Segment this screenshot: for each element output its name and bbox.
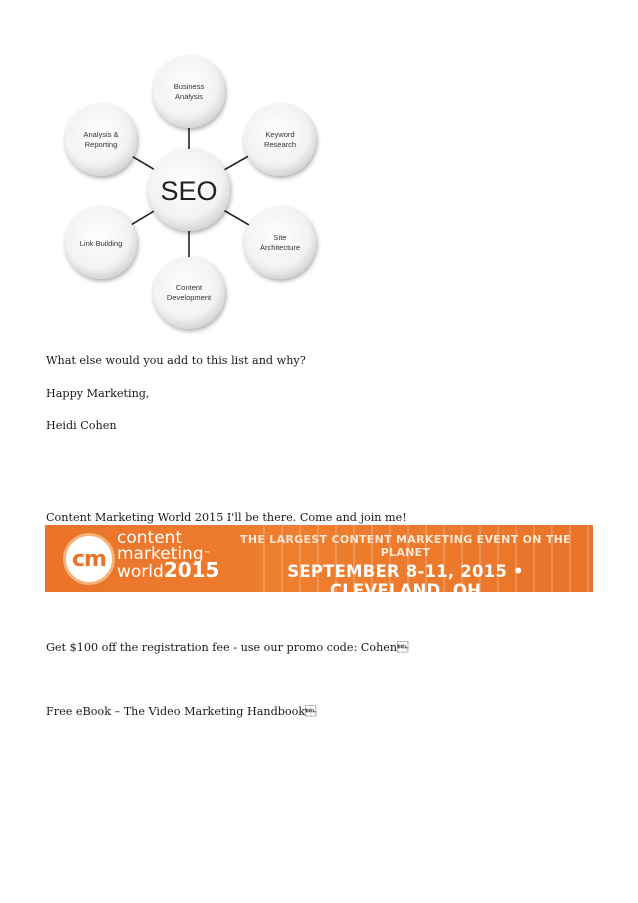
logo-line-world: world [117, 562, 164, 582]
promo-text: Get $100 off the registration fee - use our promo code: Cohen [46, 641, 409, 654]
cmw-logo-text [117, 530, 219, 580]
label-keyword-research-2: Research [263, 140, 297, 149]
cmw-banner[interactable] [45, 525, 593, 618]
logo-year: 2015 [163, 558, 220, 582]
question-text: What else would you add to this list and why? [46, 354, 306, 367]
banner-copy [233, 533, 578, 618]
label-business-analysis-1: Business [173, 82, 205, 91]
banner-url[interactable]: www.contentmarketingworld.com • #cmworld [242, 603, 569, 618]
cm-logo-icon [63, 533, 115, 585]
cm-logo-mark: cm [72, 546, 106, 572]
logo-line-content: content [117, 528, 183, 548]
label-site-architecture-1: Site [273, 233, 287, 242]
label-analysis-reporting-2: Reporting [84, 140, 118, 149]
cmw-intro-text: Content Marketing World 2015 I'll be there. Come and join me! [46, 511, 407, 524]
label-keyword-research-1: Keyword [265, 130, 295, 139]
label-site-architecture-2: Architecture [259, 243, 301, 252]
label-content-development-1: Content [175, 283, 203, 292]
banner-tagline: THE LARGEST CONTENT MARKETING EVENT ON THE PLANET [240, 533, 571, 559]
logo-line-marketing: marketing [117, 544, 204, 564]
label-seo-center: SEO [160, 176, 218, 206]
label-link-building: Link Building [79, 239, 123, 248]
label-business-analysis-2: Analysis [175, 92, 203, 101]
logo-trademark: ™ [203, 550, 211, 558]
seo-diagram [55, 50, 325, 335]
author-name: Heidi Cohen [46, 419, 117, 432]
signoff-text: Happy Marketing, [46, 387, 150, 400]
label-analysis-reporting-1: Analysis & [83, 130, 119, 139]
label-content-development-2: Development [166, 293, 212, 302]
ebook-link[interactable]: Free eBook – The Video Marketing Handbook [46, 705, 317, 718]
banner-dates: SEPTEMBER 8-11, 2015 • CLEVELAND, OH [287, 562, 524, 600]
